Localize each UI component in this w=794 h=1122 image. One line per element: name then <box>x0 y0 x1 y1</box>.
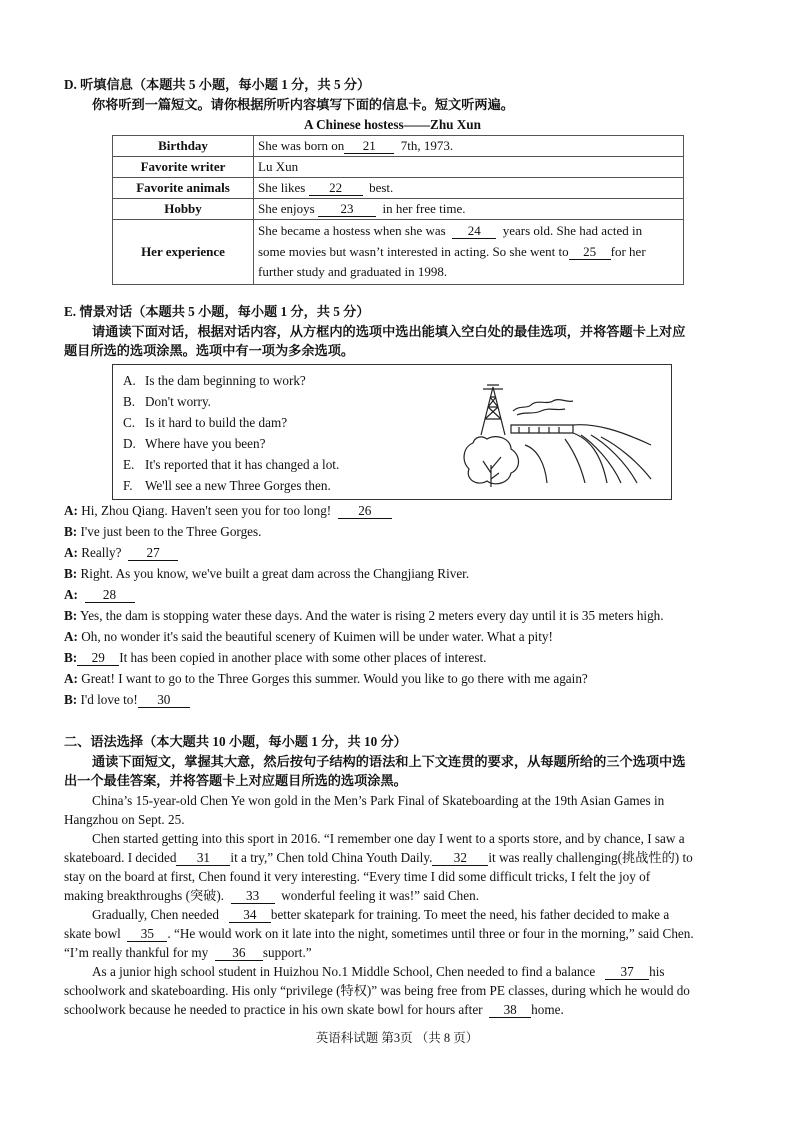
option-e: E. It's reported that it has changed a lot. <box>123 457 340 472</box>
blank-21: 21 <box>344 139 394 154</box>
blank-36: 36 <box>215 946 263 961</box>
info-card-table <box>112 135 684 285</box>
blank-32: 32 <box>432 851 488 866</box>
option-a: A. Is the dam beginning to work? <box>123 373 306 388</box>
blank-30: 30 <box>138 693 190 708</box>
paragraph-line: Gradually, Chen needed 34 better skatepark for training. To meet the need, his father decided to make a <box>92 907 670 922</box>
table-row <box>113 178 684 199</box>
row-value: She was born on 21 7th, 1973. <box>254 136 684 157</box>
dialogue-line: B: Right. As you know, we've built a great dam across the Changjiang River. <box>64 566 470 581</box>
dialogue-line-30: B: I'd love to! 30 <box>64 691 190 709</box>
table-row <box>113 220 684 285</box>
dialogue-line: B: Yes, the dam is stopping water these days. And the water is rising 2 meters every day until it is 35 meters high. <box>64 608 664 623</box>
dialogue-line: B: I've just been to the Three Gorges. <box>64 524 262 539</box>
blank-31: 31 <box>176 851 230 866</box>
paragraph-line: “I’m really thankful for my 36 support.” <box>64 945 312 960</box>
blank-23: 23 <box>318 202 376 217</box>
blank-29: 29 <box>77 651 119 666</box>
option-d: D. Where have you been? <box>123 436 266 451</box>
row-value: She likes 22 best. <box>254 178 684 199</box>
section-d-heading: D. 听填信息（本题共 5 小题，每小题 1 分，共 5 分） <box>64 77 371 92</box>
section-e-instruction-2: 题目所选的选项涂黑。选项中有一项为多余选项。 <box>64 343 355 358</box>
dam-illustration <box>461 383 657 487</box>
section-2-instruction-2: 出一个最佳答案，并将答题卡上对应题目所选的选项涂黑。 <box>64 773 407 788</box>
page-footer: 英语科试题 第3页 （共 8 页） <box>315 1031 479 1045</box>
option-f: F. We'll see a new Three Gorges then. <box>123 478 331 493</box>
blank-27: 27 <box>128 546 178 561</box>
paragraph-line: schoolwork because he needed to practice in his own skate bowl for hours after 38 home. <box>64 1002 564 1017</box>
options-box <box>112 364 672 500</box>
section-2-instruction-1: 通读下面短文，掌握其大意，然后按句子结构的语法和上下文连贯的要求，从每题所给的三个选项中选 <box>92 754 686 769</box>
info-card-title: A Chinese hostess——Zhu Xun <box>304 117 481 132</box>
dialogue-line-28: A: 28 <box>64 586 135 604</box>
table-row <box>113 199 684 220</box>
blank-35: 35 <box>127 927 167 942</box>
blank-33: 33 <box>231 889 275 904</box>
dialogue-line: A: Great! I want to go to the Three Gorges this summer. Would you like to go there with me again? <box>64 671 588 686</box>
dialogue-line-26: A: Hi, Zhou Qiang. Haven't seen you for too long! 26 <box>64 502 392 520</box>
blank-37: 37 <box>605 965 649 980</box>
section-e-instruction-1: 请通读下面对话，根据对话内容，从方框内的选项中选出能填入空白处的最佳选项，并将答题卡上对应 <box>92 324 686 339</box>
row-label: Favorite writer <box>113 157 254 178</box>
table-row <box>113 136 684 157</box>
row-label: Her experience <box>113 220 254 285</box>
section-d-instruction: 你将听到一篇短文。请你根据所听内容填写下面的信息卡。短文听两遍。 <box>92 97 514 112</box>
row-value: Lu Xun <box>254 157 684 178</box>
row-value: She enjoys 23 in her free time. <box>254 199 684 220</box>
paragraph-line: schoolwork and skateboarding. His only “privilege (特权)” was being free from PE classes, during which he would do <box>64 983 690 998</box>
dialogue-line-29: B: 29 It has been copied in another place with some other places of interest. <box>64 650 487 665</box>
blank-38: 38 <box>489 1003 531 1018</box>
paragraph-line: skate bowl 35 . “He would work on it late into the night, sometimes until three or four in the morning,” said Chen. <box>64 926 694 941</box>
paragraph-line: skateboard. I decided 31 it a try,” Chen told China Youth Daily. 32 it was really challenging(挑战性的) to <box>64 850 693 865</box>
row-label: Birthday <box>113 136 254 157</box>
paragraph-line: As a junior high school student in Huizhou No.1 Middle School, Chen needed to find a balance 37 his <box>92 964 665 979</box>
blank-26: 26 <box>338 504 392 519</box>
paragraph-line: stay on the board at first, Chen found it very interesting. “Every time I did some difficult tricks, I felt the joy of <box>64 869 651 884</box>
blank-24: 24 <box>452 224 496 239</box>
row-value: She became a hostess when she was 24 years old. She had acted in some movies but wasn’t interested in acting. So she went to 25 for her further study and graduated in 1998. <box>254 220 684 285</box>
dialogue-line-27: A: Really? 27 <box>64 544 178 562</box>
dialogue-line: A: Oh, no wonder it's said the beautiful scenery of Kuimen will be under water. What a pity! <box>64 629 553 644</box>
paragraph-line: China’s 15-year-old Chen Ye won gold in the Men’s Park Final of Skateboarding at the 19th Asian Games in <box>92 793 665 808</box>
paragraph-line: Hangzhou on Sept. 25. <box>64 812 185 827</box>
paragraph-line: making breakthroughs (突破). 33 wonderful feeling it was!” said Chen. <box>64 888 479 903</box>
row-label: Favorite animals <box>113 178 254 199</box>
option-b: B. Don't worry. <box>123 394 211 409</box>
row-label: Hobby <box>113 199 254 220</box>
blank-34: 34 <box>229 908 271 923</box>
paragraph-line: Chen started getting into this sport in 2016. “I remember one day I went to a sports store, and by chance, I saw a <box>92 831 685 846</box>
section-e-heading: E. 情景对话（本题共 5 小题，每小题 1 分，共 5 分） <box>64 304 370 319</box>
blank-25: 25 <box>569 245 611 260</box>
section-2-heading: 二、语法选择（本大题共 10 小题，每小题 1 分，共 10 分） <box>64 734 407 749</box>
blank-28: 28 <box>85 588 135 603</box>
table-row <box>113 157 684 178</box>
blank-22: 22 <box>309 181 363 196</box>
option-c: C. Is it hard to build the dam? <box>123 415 288 430</box>
